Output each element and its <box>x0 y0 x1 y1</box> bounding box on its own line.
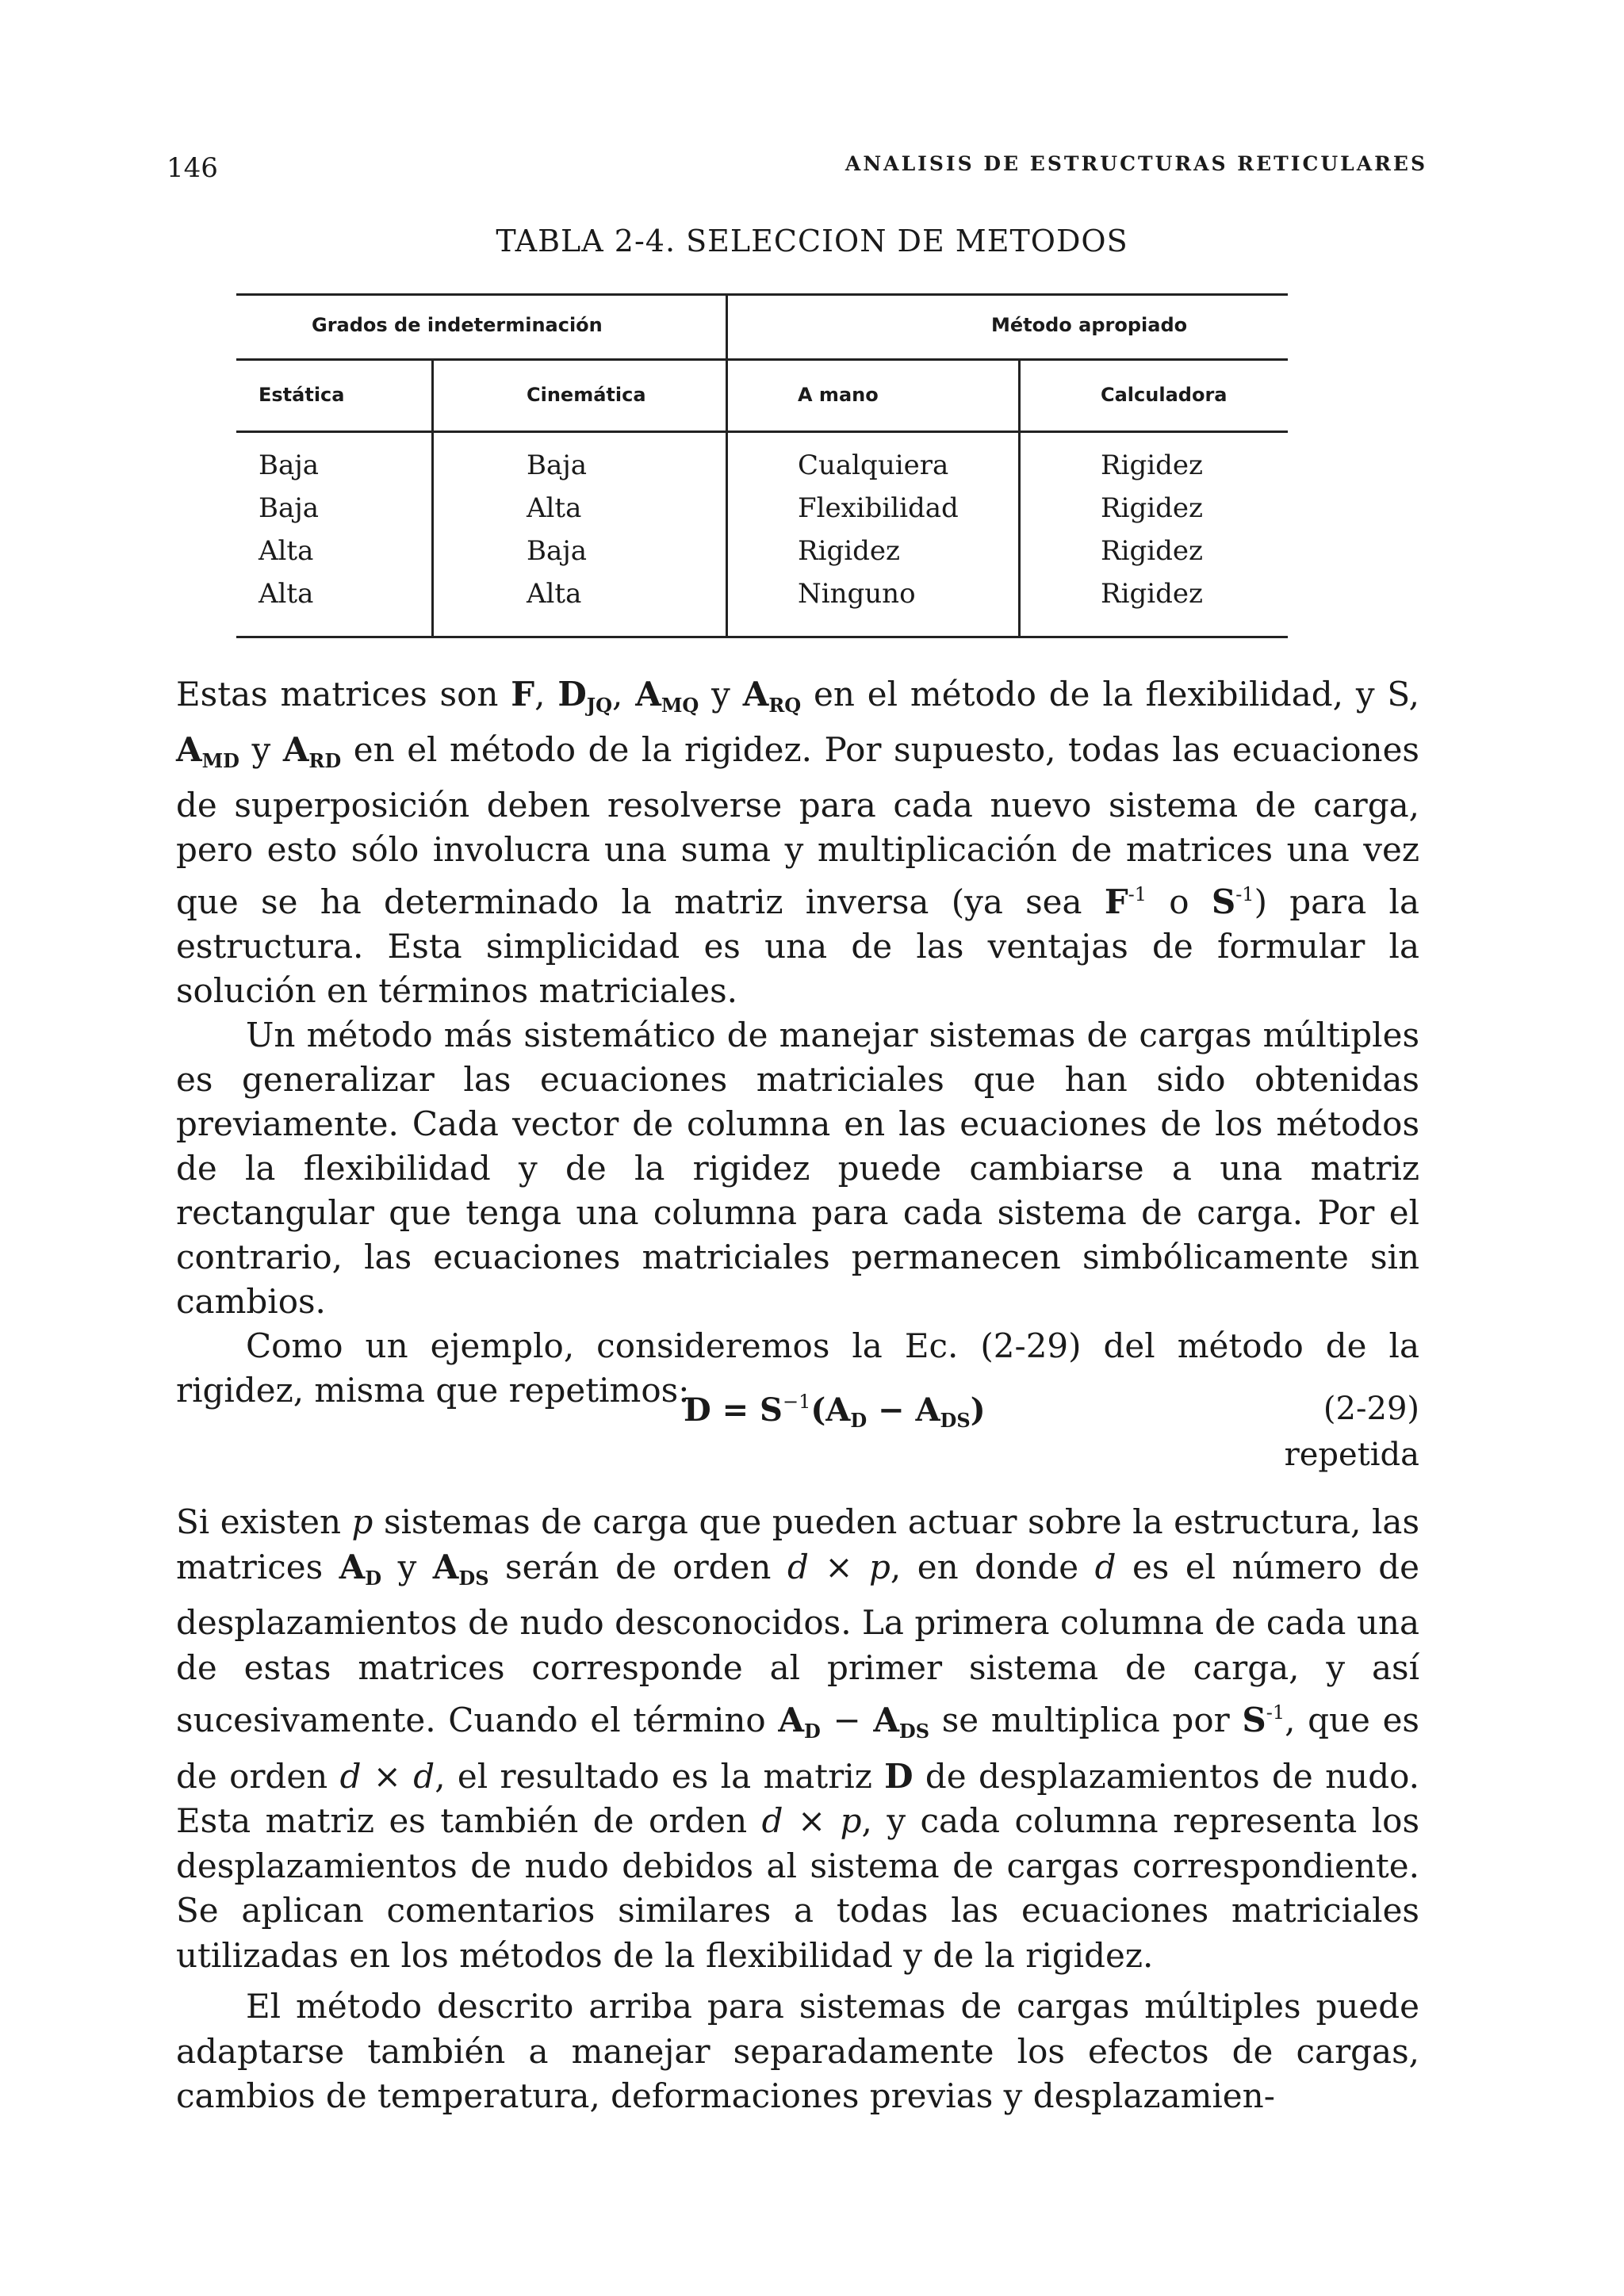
text-run: y <box>381 1547 433 1586</box>
column-calculator <box>1101 444 1203 615</box>
text-run: , el resultado es la matriz <box>435 1756 885 1796</box>
body-text-lower <box>176 1500 1419 2119</box>
subscript: MD <box>201 749 239 772</box>
text-run: y <box>239 730 283 769</box>
table-bottom-rule <box>236 636 1288 638</box>
table-cell: Baja <box>527 535 588 567</box>
superscript: -1 <box>1128 883 1147 905</box>
subscript: D <box>803 1720 821 1743</box>
group-header-indeterminacy: Grados de indeterminación <box>312 314 603 336</box>
text-run: Si existen <box>176 1502 352 1541</box>
equation-2-29 <box>176 1391 1419 1486</box>
methods-table <box>236 293 1288 639</box>
text-run: − <box>820 1701 874 1739</box>
table-header-rule <box>236 430 1288 433</box>
paragraph-multiple-loads: Un método más sistemático de manejar sistemas de cargas múltiples es generalizar las ecuaciones matriciales que han sido obtenidas previamente. Cada vector de columna en las ecuaciones de los métodos de la flexibilidad y de la rigidez puede cambiarse a una matriz rectangular que tenga una columna para cada sistema de carga. Por el contrario, las ecuaciones matriciales permanecen simbólicamente sin cambios. <box>176 1016 1419 1321</box>
table-cell: Flexibilidad <box>798 492 959 524</box>
running-head: ANALISIS DE ESTRUCTURAS RETICULARES <box>845 152 1427 175</box>
subscript: DS <box>940 1409 971 1432</box>
text-run: , <box>534 675 558 714</box>
table-cell: Rigidez <box>1101 450 1203 481</box>
page-number: 146 <box>167 152 218 184</box>
column-header-kinematic: Cinemática <box>527 384 646 406</box>
table-title: TABLA 2-4. SELECCION DE METODOS <box>496 224 1128 258</box>
symbol-d: d <box>1094 1547 1116 1586</box>
table-cell: Alta <box>259 578 314 610</box>
table-cell: Ninguno <box>798 578 916 610</box>
table-column-divider <box>431 360 434 636</box>
table-cell: Cualquiera <box>798 450 949 481</box>
symbol-p: p <box>351 1502 373 1541</box>
equation-body <box>684 1391 986 1432</box>
symbol-S: S <box>1211 882 1236 921</box>
subscript: D <box>365 1566 382 1590</box>
page-header <box>167 152 1427 192</box>
text-run: se multiplica por <box>929 1701 1243 1739</box>
text-run: o <box>1147 882 1212 921</box>
table-cell: Baja <box>259 450 320 481</box>
symbol-A: A <box>282 730 309 769</box>
subscript: D <box>850 1409 868 1432</box>
superscript: -1 <box>1266 1701 1285 1724</box>
table-group-rule <box>236 358 1288 361</box>
column-static <box>259 444 319 615</box>
column-header-static: Estática <box>259 384 345 406</box>
symbol-F: F <box>1104 882 1128 921</box>
text-run: en el método de la flexibilidad, y S, <box>801 675 1420 714</box>
subscript: RQ <box>768 694 802 717</box>
subscript: JQ <box>586 694 613 717</box>
column-header-calculator: Calculadora <box>1101 384 1228 406</box>
symbol-A: A <box>778 1701 804 1739</box>
subscript: DS <box>898 1720 930 1743</box>
column-by-hand <box>798 444 959 615</box>
table-cell: Alta <box>527 578 582 610</box>
text-run: sistemas de carga que pueden actuar sobre la estructura, las matrices <box>176 1502 1420 1586</box>
symbol-A: A <box>635 675 661 714</box>
symbol-A: A <box>742 675 769 714</box>
body-text-upper <box>176 672 1419 1413</box>
subscript: MQ <box>661 694 699 717</box>
paragraph-example: Como un ejemplo, consideremos la Ec. (2-29) del método de la rigidez, misma que repetimos: <box>176 1326 1419 1410</box>
text-run: ) para la estructura. Esta simplicidad es una de las ventajas de formular la solución en términos matriciales. <box>176 882 1419 1010</box>
order-expression: d × p <box>787 1547 891 1586</box>
text-run: Estas matrices son <box>176 675 511 714</box>
symbol-A: A <box>873 1701 899 1739</box>
text-run: y <box>699 675 743 714</box>
order-expression: d × p <box>761 1801 862 1840</box>
text-run: es el número de desplazamientos de nudo desconocidos. La primera columna de cada una de estas matrices corresponde al primer sistema de carga, y así sucesivamente. Cuando el término <box>176 1547 1419 1739</box>
table-cell: Baja <box>527 450 588 481</box>
table-column-divider <box>1018 360 1021 636</box>
equation-note: repetida <box>1284 1437 1419 1473</box>
table-group-divider <box>726 293 728 636</box>
symbol-A: A <box>176 730 202 769</box>
superscript: −1 <box>782 1391 811 1413</box>
symbol-F: F <box>511 675 535 714</box>
paragraph-load-systems <box>176 1500 1419 1978</box>
equation-number: (2-29) <box>1323 1391 1419 1427</box>
symbol-D: D <box>884 1756 914 1796</box>
table-cell: Baja <box>259 492 320 524</box>
table-cell: Rigidez <box>1101 578 1203 610</box>
superscript: -1 <box>1235 883 1254 905</box>
symbol-D: D <box>557 675 587 714</box>
symbol-S: S <box>1242 1701 1266 1739</box>
equation-term: − A <box>867 1391 940 1429</box>
column-header-by-hand: A mano <box>798 384 879 406</box>
text-run: , <box>612 675 636 714</box>
column-kinematic <box>527 444 587 615</box>
equation-term: ) <box>970 1391 986 1429</box>
group-header-method: Método apropiado <box>991 314 1188 336</box>
subscript: DS <box>458 1566 489 1590</box>
text-run: serán de orden <box>488 1547 787 1586</box>
table-cell: Rigidez <box>1101 492 1203 524</box>
table-top-rule <box>236 293 1288 296</box>
equation-term: (A <box>810 1391 851 1429</box>
text-run: , que es de orden <box>176 1701 1419 1796</box>
paragraph-adaptation: El método descrito arriba para sistemas de cargas múltiples puede adaptarse también a manejar separadamente los efectos de cargas, cambios de temperatura, deformaciones previas y desplazamien- <box>176 1987 1419 2115</box>
symbol-A: A <box>432 1547 459 1586</box>
order-expression: d × d <box>339 1756 435 1796</box>
table-cell: Rigidez <box>798 535 900 567</box>
equation-lhs: D = S <box>684 1391 783 1429</box>
table-cell: Rigidez <box>1101 535 1203 567</box>
subscript: RD <box>308 749 342 772</box>
symbol-A: A <box>339 1547 366 1586</box>
text-run: , y cada columna representa los desplazamientos de nudo debidos al sistema de cargas correspondiente. Se aplican comentarios similares a todas las ecuaciones matriciales utilizadas en los métodos de la flexibilidad y de la rigidez. <box>176 1801 1420 1975</box>
text-run: de desplazamientos de nudo. Esta matriz es también de orden <box>176 1756 1419 1840</box>
table-cell: Alta <box>259 535 314 567</box>
text-run: , en donde <box>890 1547 1095 1586</box>
table-cell: Alta <box>527 492 582 524</box>
paragraph-matrices <box>176 672 1419 1013</box>
text-run: en el método de la rigidez. Por supuesto, todas las ecuaciones de superposición deben resolverse para cada nuevo sistema de carga, pero esto sólo involucra una suma y multiplicación de matrices una vez que se ha determinado la matriz inversa (ya sea <box>176 730 1419 921</box>
